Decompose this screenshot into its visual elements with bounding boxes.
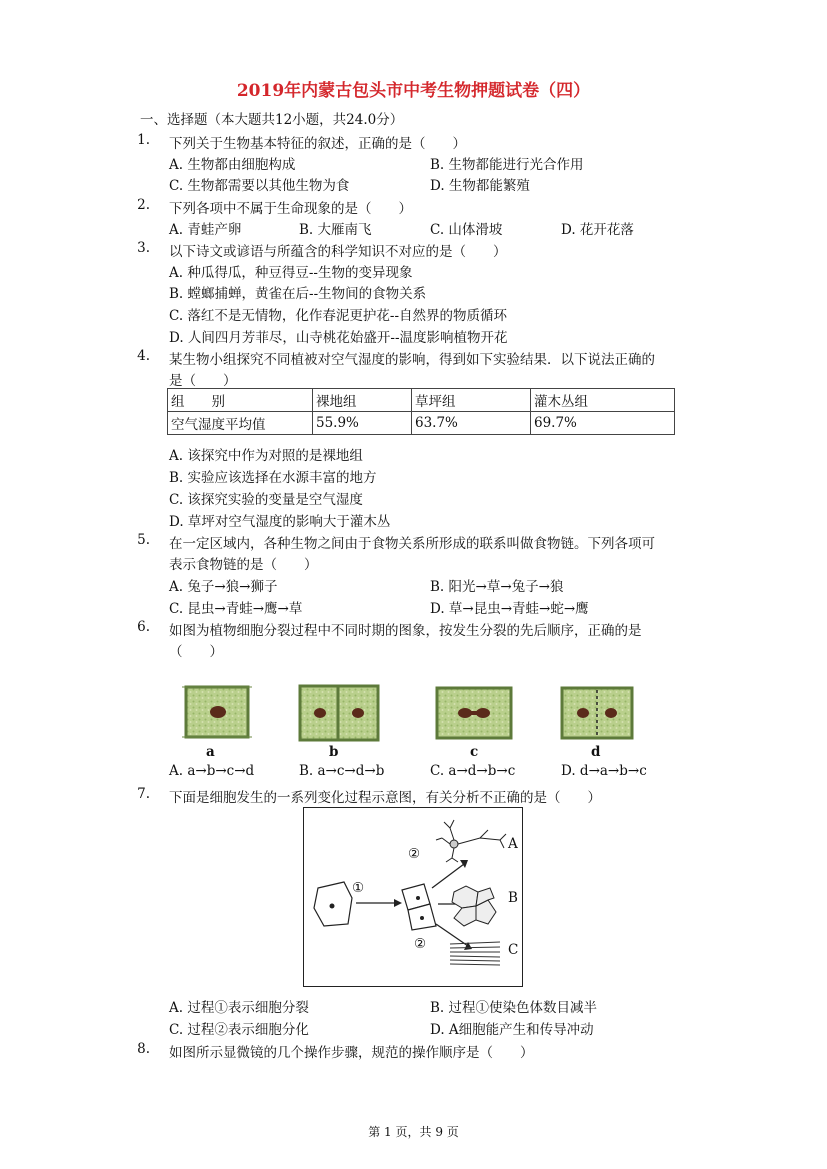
q6-option-d[interactable]: D. d→a→b→c [561,763,647,779]
q1-option-b[interactable]: B. 生物都能进行光合作用 [430,157,584,173]
q4-number: 4. [137,348,150,364]
q5-option-a[interactable]: A. 兔子→狼→狮子 [169,579,278,595]
cell-change-drawing [304,808,522,986]
q3-number: 3. [137,240,150,256]
figure-label-c: c [470,744,479,760]
figure-label-b: b [329,744,339,760]
table-cell: 空气湿度平均值 [168,412,313,435]
q8-stem: 如图所示显微镜的几个操作步骤，规范的操作顺序是（ ） [169,1045,534,1061]
figure-label-d: d [591,744,601,760]
q5-option-b[interactable]: B. 阳光→草→兔子→狼 [430,579,564,595]
q6-stem-line2: （ ） [169,644,223,660]
table-header-cell: 裸地组 [313,389,412,412]
q2-number: 2. [137,197,150,213]
q4-stem-line1: 某生物小组探究不同植被对空气湿度的影响，得到如下实验结果．以下说法正确的 [169,352,655,368]
step-2-marker-upper: ② [408,846,421,862]
q7-option-a[interactable]: A. 过程①表示细胞分裂 [169,1000,309,1016]
q3-option-a[interactable]: A. 种瓜得瓜，种豆得豆--生物的变异现象 [169,265,413,281]
q5-option-d[interactable]: D. 草→昆虫→青蛙→蛇→鹰 [430,601,589,617]
figure-label-a: a [206,744,215,760]
q2-option-d[interactable]: D. 花开花落 [561,222,634,238]
q1-option-d[interactable]: D. 生物都能繁殖 [430,178,530,194]
table-cell: 63.7% [412,412,531,435]
q4-stem-line2: 是（ ） [169,373,237,389]
q5-option-c[interactable]: C. 昆虫→青蛙→鹰→草 [169,601,303,617]
table-header-cell: 组 别 [168,389,313,412]
table-cell: 69.7% [531,412,675,435]
cell-a-image [182,687,252,737]
q2-option-b[interactable]: B. 大雁南飞 [299,222,372,238]
table-header-cell: 灌木丛组 [531,389,675,412]
step-2-marker-lower: ② [414,936,427,952]
q7-option-d[interactable]: D. A细胞能产生和传导冲动 [430,1022,594,1038]
q1-option-a[interactable]: A. 生物都由细胞构成 [169,157,296,173]
table-row [168,412,675,435]
q4-option-c[interactable]: C. 该探究实验的变量是空气湿度 [169,492,363,508]
q8-number: 8. [137,1041,150,1057]
q1-option-c[interactable]: C. 生物都需要以其他生物为食 [169,178,350,194]
q1-stem: 下列关于生物基本特征的叙述，正确的是（ ） [169,136,466,152]
table-header-cell: 草坪组 [412,389,531,412]
humidity-table [167,388,675,435]
q2-option-a[interactable]: A. 青蛙产卵 [169,222,242,238]
q2-stem: 下列各项中不属于生命现象的是（ ） [169,201,412,217]
label-c: C [508,942,519,958]
q3-stem: 以下诗文或谚语与所蕴含的科学知识不对应的是（ ） [169,244,507,260]
page-title: 2019年内蒙古包头市中考生物押题试卷（四） [236,81,591,101]
table-cell: 55.9% [313,412,412,435]
table-row [168,389,675,412]
q4-option-b[interactable]: B. 实验应该选择在水源丰富的地方 [169,470,377,486]
cell-c-image [437,688,511,738]
cell-division-figure [180,682,700,744]
section-heading: 一、选择题（本大题共12小题，共24.0分） [140,112,404,128]
q7-option-b[interactable]: B. 过程①使染色体数目减半 [430,1000,598,1016]
q7-option-c[interactable]: C. 过程②表示细胞分化 [169,1022,309,1038]
q3-option-b[interactable]: B. 螳螂捕蝉，黄雀在后--生物间的食物关系 [169,286,427,302]
q3-option-c[interactable]: C. 落红不是无情物，化作春泥更护花--自然界的物质循环 [169,308,508,324]
q5-stem-line1: 在一定区域内，各种生物之间由于食物关系所形成的联系叫做食物链。下列各项可 [169,536,655,552]
q6-stem-line1: 如图为植物细胞分裂过程中不同时期的图象，按发生分裂的先后顺序，正确的是 [169,623,642,639]
q6-option-c[interactable]: C. a→d→b→c [430,763,516,779]
q3-option-d[interactable]: D. 人间四月芳菲尽，山寺桃花始盛开--温度影响植物开花 [169,330,508,346]
q5-number: 5. [137,532,150,548]
q4-option-d[interactable]: D. 草坪对空气湿度的影响大于灌木丛 [169,514,391,530]
q4-option-a[interactable]: A. 该探究中作为对照的是裸地组 [169,448,363,464]
q6-option-a[interactable]: A. a→b→c→d [169,763,255,779]
q6-number: 6. [137,619,150,635]
cell-b-image [300,686,378,740]
q5-stem-line2: 表示食物链的是（ ） [169,557,318,573]
q7-stem: 下面是细胞发生的一系列变化过程示意图，有关分析不正确的是（ ） [169,790,601,806]
q1-number: 1. [137,132,150,148]
cell-d-image [562,688,632,738]
label-b: B [508,890,518,906]
label-a: A [508,836,518,852]
q7-number: 7. [137,786,150,802]
q6-option-b[interactable]: B. a→c→d→b [299,763,385,779]
cell-change-diagram [303,807,523,987]
q2-option-c[interactable]: C. 山体滑坡 [430,222,503,238]
step-1-marker: ① [352,880,365,896]
page-footer: 第 1 页，共 9 页 [368,1125,459,1139]
